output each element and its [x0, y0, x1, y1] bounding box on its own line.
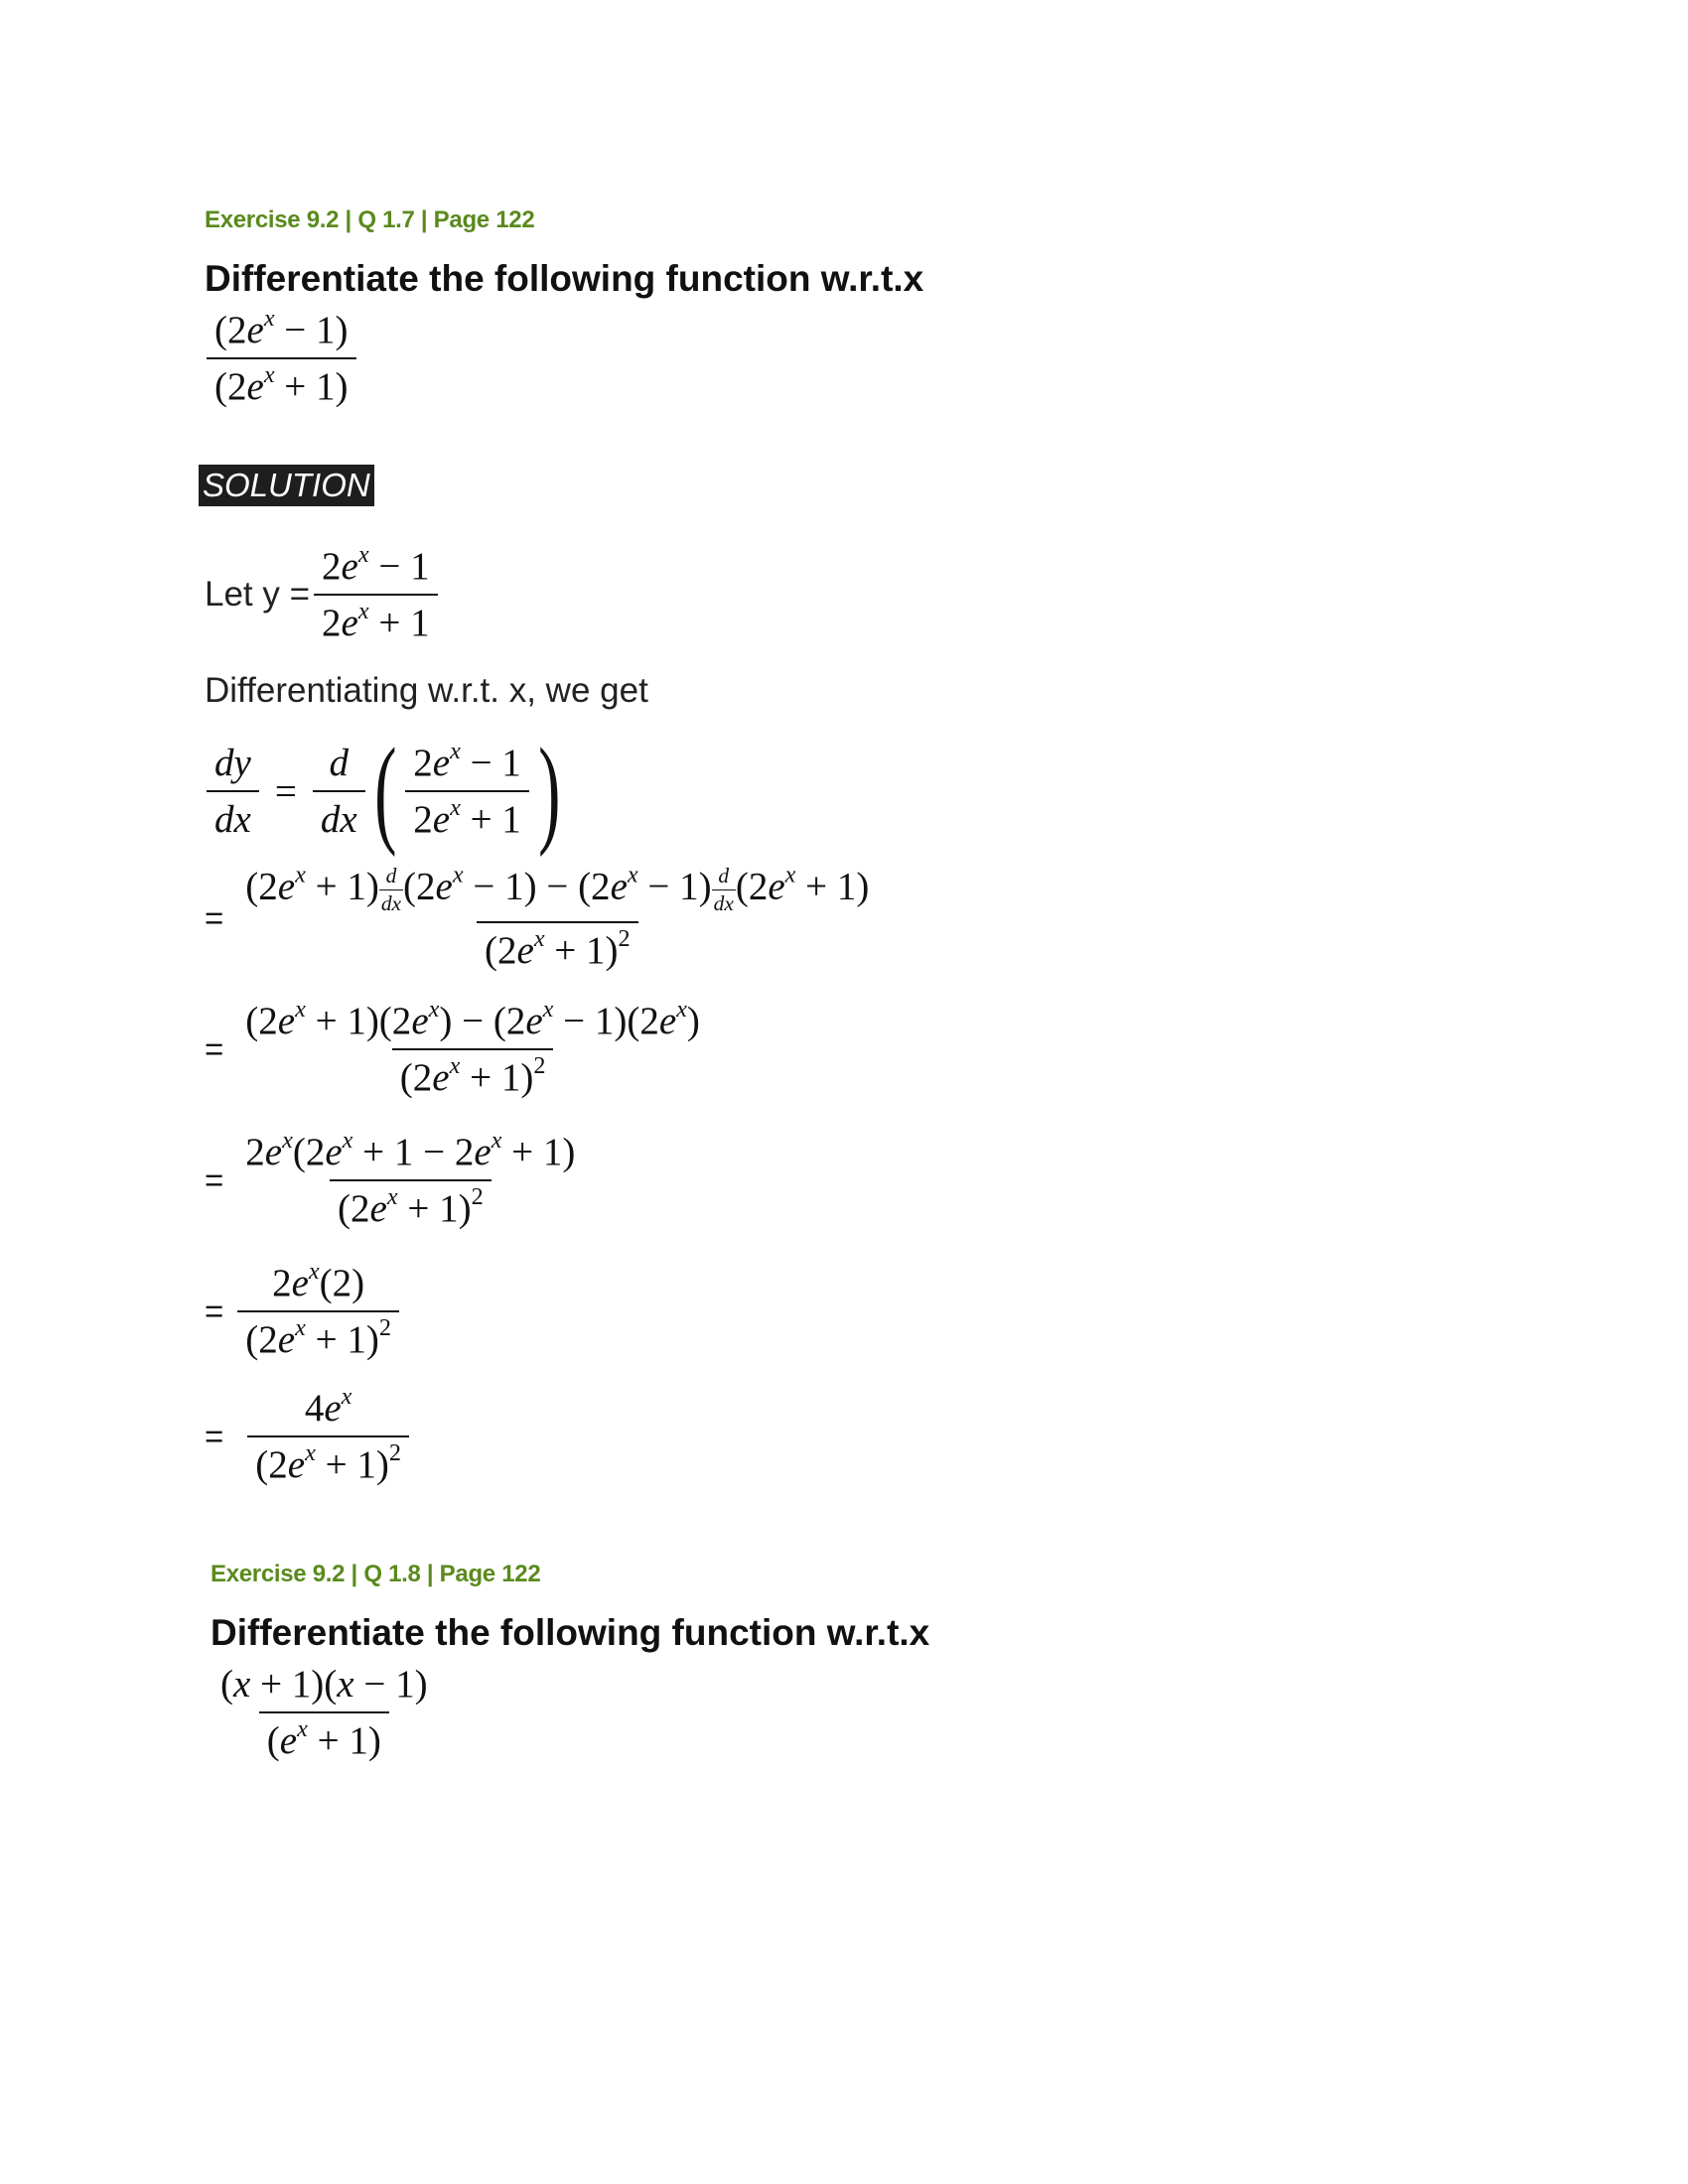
let-y-text: Let y = — [205, 575, 311, 614]
question-expression-q17: $\frac{(2e^x - 1)}{(2e^x + 1)}$ — [207, 308, 356, 409]
step-final-answer: = $\frac{4e^x}{(2e^x + 1)^2}$ — [205, 1386, 409, 1487]
exercise-label-q18: Exercise 9.2 | Q 1.8 | Page 122 — [211, 1561, 541, 1587]
let-y-line: Let y = $\frac{2e^x - 1}{2e^x + 1}$ — [205, 544, 438, 645]
step-quotient-rule: = $(2e^x + 1)$ $\frac{d}{dx}$ $(2e^x - 1) - (2e^x - 1)$ $\frac{d}{dx}$ $(2e^x + 1)$ $(2e^x + 1)^2$ — [205, 861, 870, 972]
step-factored: = $\frac{2e^x(2e^x + 1 - 2e^x + 1)}{(2e^x + 1)^2}$ — [205, 1127, 576, 1230]
question-expression-q18: $\frac{(x + 1)(x - 1)}{(e^x + 1)}$ — [220, 1663, 428, 1762]
question-title-q17: Differentiate the following function w.r.t.x — [205, 258, 924, 299]
derivative-definition: $\frac{dy}{dx}$ = $\frac{d}{dx}$ ( $\frac{2e^x - 1}{2e^x + 1}$ ) — [207, 731, 569, 852]
exercise-label-q17: Exercise 9.2 | Q 1.7 | Page 122 — [205, 206, 535, 233]
step-simplified: = $\frac{2e^x(2)}{(2e^x + 1)^2}$ — [205, 1261, 399, 1362]
question-title-q18: Differentiate the following function w.r.t.x — [211, 1612, 930, 1653]
step-derivatives-applied: = $\frac{(2e^x + 1)(2e^x) - (2e^x - 1)(2e^x)}{(2e^x + 1)^2}$ — [205, 996, 700, 1099]
solution-badge: SOLUTION — [199, 465, 374, 506]
differentiating-text: Differentiating w.r.t. x, we get — [205, 671, 648, 710]
equals-sign: = — [205, 899, 224, 936]
